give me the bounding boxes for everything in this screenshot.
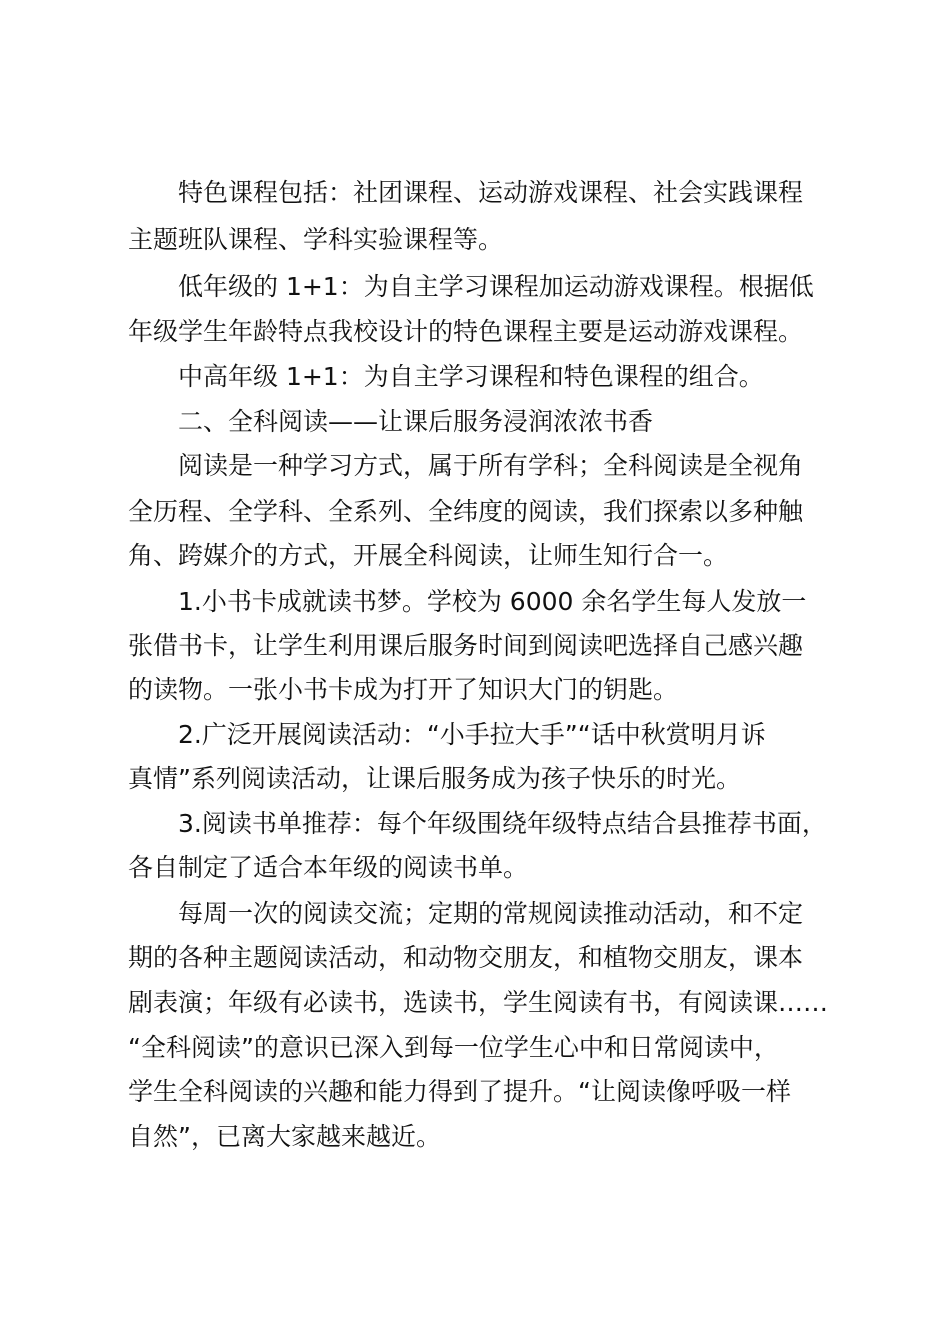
paragraph-line: 低年级的 1+1：为自主学习课程加运动游戏课程。根据低 <box>178 272 814 301</box>
paragraph-line: 学生全科阅读的兴趣和能力得到了提升。“让阅读像呼吸一样 <box>128 1077 791 1106</box>
paragraph-line: 阅读是一种学习方式，属于所有学科；全科阅读是全视角 <box>178 451 804 480</box>
paragraph-line: “全科阅读”的意识已深入到每一位学生心中和日常阅读中， <box>128 1033 779 1062</box>
paragraph-line: 1.小书卡成就读书梦。学校为 6000 余名学生每人发放一 <box>178 587 807 616</box>
paragraph-line: 每周一次的阅读交流；定期的常规阅读推动活动，和不定 <box>178 899 804 928</box>
paragraph-line: 主题班队课程、学科实验课程等。 <box>128 225 504 254</box>
paragraph-line: 各自制定了适合本年级的阅读书单。 <box>128 853 529 882</box>
paragraph-line: 特色课程包括：社团课程、运动游戏课程、社会实践课程 <box>178 178 804 207</box>
paragraph-line: 年级学生年龄特点我校设计的特色课程主要是运动游戏课程。 <box>128 317 804 346</box>
paragraph-line: 全历程、全学科、全系列、全纬度的阅读，我们探索以多种触 <box>128 497 804 526</box>
paragraph-line: 自然”，已离大家越来越近。 <box>128 1122 441 1151</box>
paragraph-line: 2.广泛开展阅读活动：“小手拉大手”“话中秋赏明月诉 <box>178 720 766 749</box>
paragraph-line: 角、跨媒介的方式，开展全科阅读，让师生知行合一。 <box>128 541 729 570</box>
paragraph-line: 的读物。一张小书卡成为打开了知识大门的钥匙。 <box>128 675 679 704</box>
paragraph-line: 3.阅读书单推荐：每个年级围绕年级特点结合县推荐书面， <box>178 809 827 838</box>
section-heading: 二、全科阅读——让课后服务浸润浓浓书香 <box>178 407 654 436</box>
paragraph-line: 张借书卡，让学生利用课后服务时间到阅读吧选择自己感兴趣 <box>128 631 804 660</box>
paragraph-line: 期的各种主题阅读活动，和动物交朋友，和植物交朋友，课本 <box>128 943 804 972</box>
paragraph-line: 真情”系列阅读活动，让课后服务成为孩子快乐的时光。 <box>128 764 741 793</box>
paragraph-line: 剧表演；年级有必读书，选读书，学生阅读有书，有阅读课…… <box>128 988 829 1017</box>
paragraph-line: 中高年级 1+1：为自主学习课程和特色课程的组合。 <box>178 362 764 391</box>
